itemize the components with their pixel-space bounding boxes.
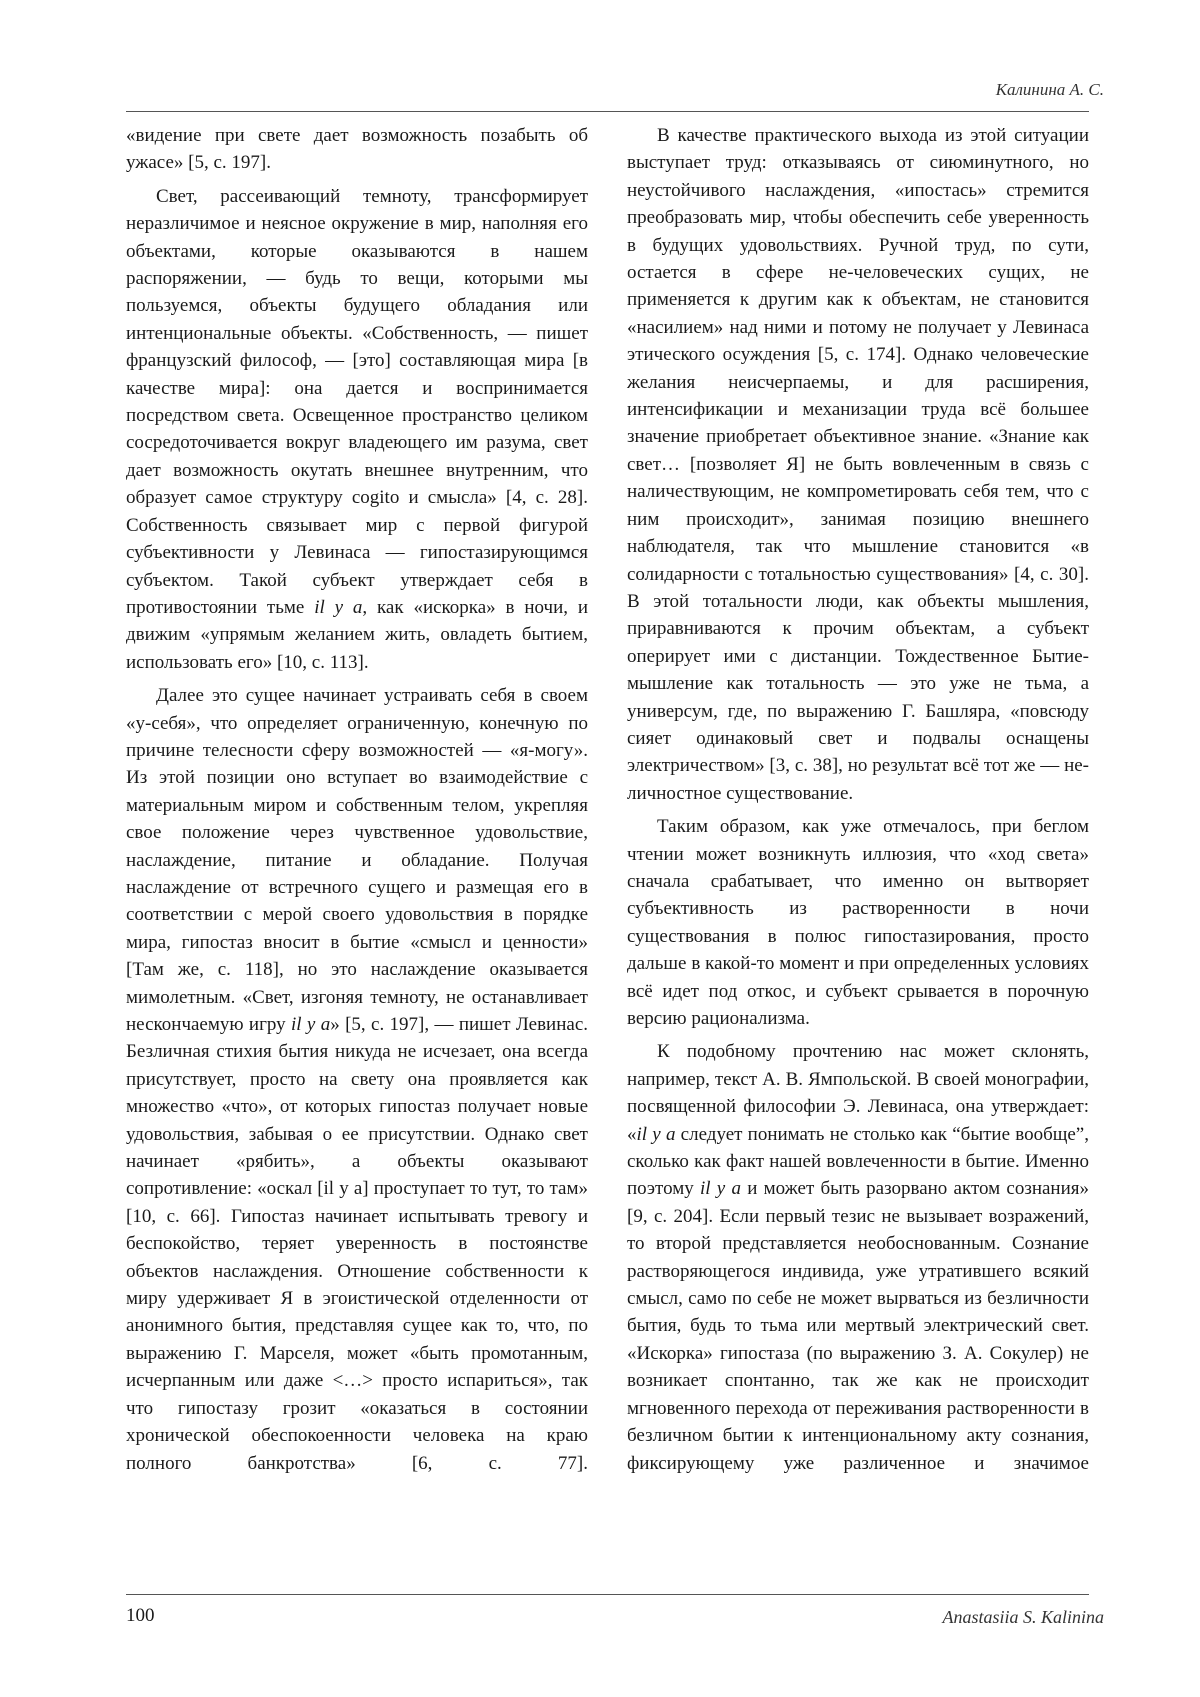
paragraph xyxy=(126,682,588,1477)
paragraph-text: » [5, с. 197], — пишет Левинас. Безличная стихия бытия никуда не исчезает, она всегда присутствует, просто на свету она проявляется как множество «что», от которых гипостаз получает новые удовольствия, забывая о ее присутствии. Однако свет начинает «рябить», а объекты оказывают сопротивление: «оскал [il y a] проступает то тут, то там» [10, с. 66]. Гипостаз начинает испытывать тревогу и беспокойство, теряет уверенность в постоянстве объектов наслаждения. Отношение собственности к миру удерживает Я в эгоистической отделенности от анонимного бытия, представляя сущее как то, что, по выражению Г. Марселя, может «быть промотанным, исчерпанным или даже <…> просто испариться», так что гипостазу грозит «оказаться в состоянии хронической обеспокоенности человека на краю полного банкротства» [6, с. 77]. xyxy=(126,1014,588,1474)
paragraph-text: К подобному прочтению нас может склонять, например, текст А. В. Ямпольской. В своей монографии, посвященной философии Э. Левинаса, она утверждает: « xyxy=(627,1041,1089,1145)
paragraph-text: Свет, рассеивающий темноту, трансформирует неразличимое и неясное окружение в мир, наполняя его объектами, которые оказываются в нашем распоряжении, — будь то вещи, которыми мы пользуемся, объекты будущего обладания или интенциональные объекты. «Собственность, — пишет французский философ, — [это] составляющая мира [в качестве мира]: она дается и воспринимается посредством света. Освещенное пространство целиком сосредоточивается вокруг владеющего им разума, свет дает возможность окутать внешнее внутренним, что образует самое структуру cogito и смысла» [4, с. 28]. Собственность связывает мир с первой фигурой субъективности у Левинаса — гипостазирующимся субъектом. Такой субъект утверждает себя в противостоянии тьме xyxy=(126,185,588,618)
paragraph-text: и может быть разорвано актом сознания» [9, с. 204]. Если первый тезис не вызывает возражений, то второй представляется необоснованным. Сознание растворяющегося индивида, уже утратившего всякий смысл, само по себе не может вырваться из безличности бытия, будь то тьма или мертвый электрический свет. «Искорка» гипостаза (по выражению З. А. Сокулер) не возникает спонтанно, так же как не происходит мгновенного перехода от переживания растворенности в безличном бытии к интенциональному акту сознания, фиксирующему уже различенное и значимое xyxy=(627,1178,1090,1474)
paragraph-text: «видение при свете дает возможность позабыть об ужасе» [5, с. 197]. xyxy=(126,125,588,174)
paragraph-text: Таким образом, как уже отмечалось, при беглом чтении может возникнуть иллюзия, что «ход света» сначала срабатывает, что именно он вытворяет субъективность из растворенности в ночи существования в полюс гипостазирования, просто дальше в какой-то момент и при определенных условиях всё идет под откос, и субъект срывается в порочную версию рационализма. xyxy=(627,816,1089,1029)
paragraph-text: , как «искорка» в ночи, и движим «упрямым желанием жить, овладеть бытием, использовать его» [10, с. 113]. xyxy=(126,596,589,673)
italic-term: il y a xyxy=(700,1178,741,1200)
paragraph-text: следует понимать не столько как “бытие вообще”, сколько как факт нашей вовлеченности в бытие. Именно поэтому xyxy=(627,1123,1089,1200)
paragraph xyxy=(126,183,588,676)
paragraph xyxy=(627,813,1089,1032)
italic-term: il y a xyxy=(636,1123,676,1145)
left-column xyxy=(126,122,588,1483)
footer-author-name: Anastasiia S. Kalinina xyxy=(942,1607,1104,1627)
paragraph xyxy=(627,122,1089,807)
italic-term: il y a xyxy=(314,596,363,618)
page-number: 100 xyxy=(126,1605,155,1626)
header-rule xyxy=(126,111,1089,112)
paragraph-text: Далее это сущее начинает устраивать себя в своем «у-себя», что определяет ограниченную, конечную по причине телесности сферу возможностей — «я-могу». Из этой позиции оно вступает во взаимодействие с материальным миром и собственным телом, укрепляя свое положение через чувственное удовольствие, наслаждение, питание и обладание. Получая наслаждение от встречного сущего и размещая его в соответствии с мерой своего удовольствия в порядке мира, гипостаз вносит в бытие «смысл и ценности» [Там же, с. 118], но это наслаждение оказывается мимолетным. «Свет, изгоняя темноту, не останавливает нескончаемую игру xyxy=(126,685,588,1035)
paragraph-text: В качестве практического выхода из этой ситуации выступает труд: отказываясь от сиюминутного, но неустойчивого наслаждения, «ипостась» стремится преобразовать мир, чтобы обеспечить себе уверенность в будущих удовольствиях. Ручной труд, по сути, остается в сфере не-человеческих сущих, не применяется к другим как к объектам, не становится «насилием» над ними и потому не получает у Левинаса этического осуждения [5, с. 174]. Однако человеческие желания неисчерпаемы, и для расширения, интенсификации и механизации труда всё большее значение приобретает объективное знание. «Знание как свет… [позволяет Я] не быть вовлеченным в связь с наличествующим, не компрометировать себя тем, что с ним происходит», занимая позицию внешнего наблюдателя, так что мышление становится «в солидарности с тотальностью существования» [4, с. 30]. В этой тотальности люди, как объекты мышления, приравниваются к прочим объектам, а субъект оперирует ими с дистанции. Тождественное Бытие-мышление как тотальность — это уже не тьма, а универсум, где, по выражению Г. Башляра, «повсюду сияет одинаковый свет и подвалы оснащены электричеством» [3, с. 38], но результат всё тот же — не-личностное существование. xyxy=(627,125,1089,804)
footer-rule xyxy=(126,1594,1089,1595)
italic-term: il y a xyxy=(291,1014,331,1035)
paragraph xyxy=(126,122,588,177)
right-column xyxy=(627,122,1089,1483)
running-head: Калинина А. С. xyxy=(995,80,1104,99)
paragraph xyxy=(627,1038,1089,1477)
